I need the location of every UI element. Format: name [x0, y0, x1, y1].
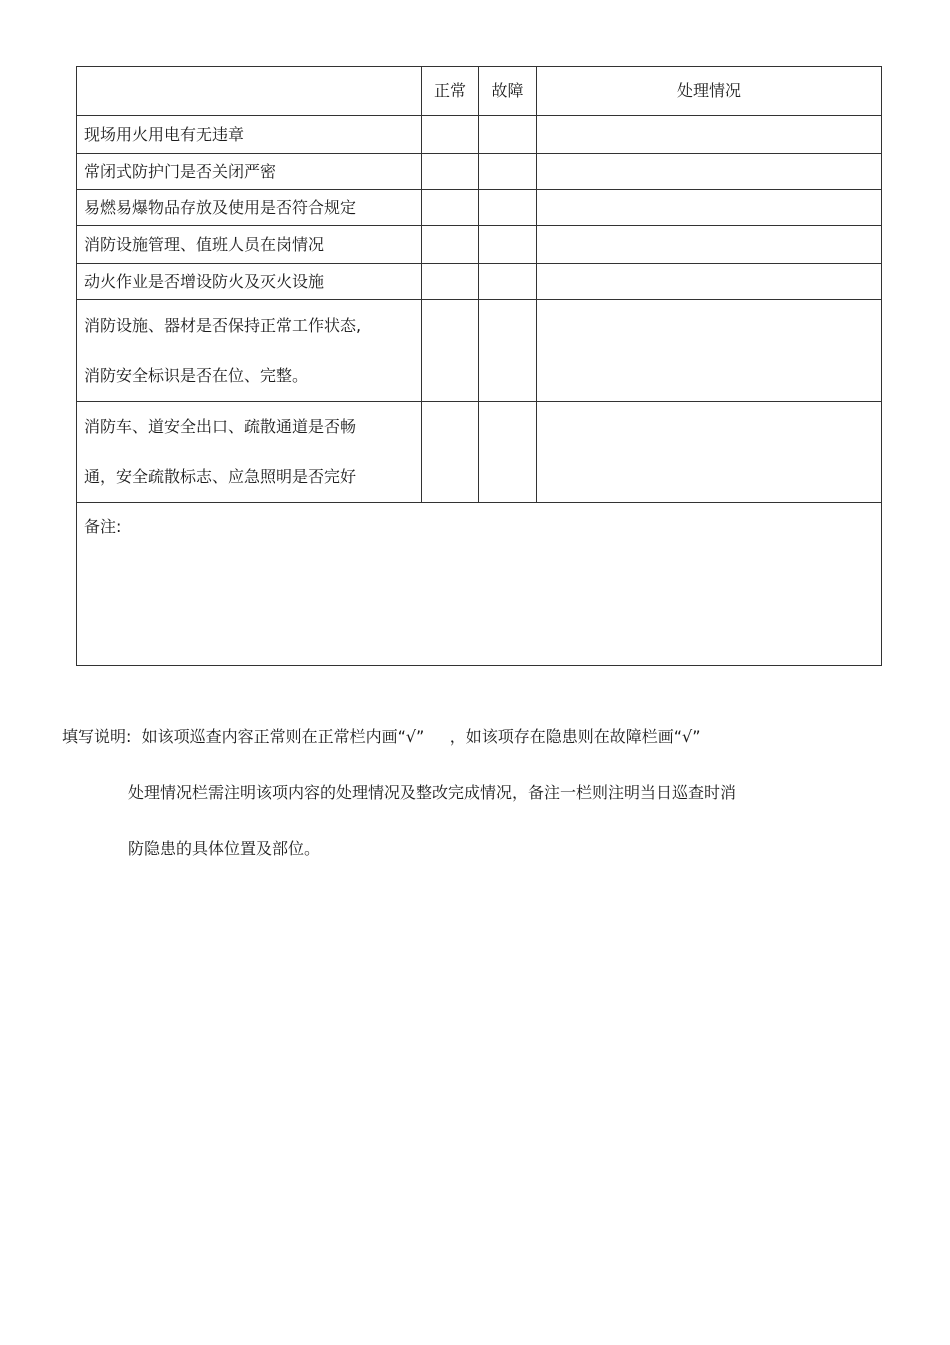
normal-cell[interactable] — [422, 116, 479, 154]
header-fault: 故障 — [479, 67, 537, 116]
inspection-table — [76, 66, 882, 666]
handling-cell[interactable] — [537, 190, 882, 226]
fault-cell[interactable] — [479, 154, 537, 190]
normal-cell[interactable] — [422, 300, 479, 402]
normal-cell[interactable] — [422, 264, 479, 300]
row-item: 现场用火用电有无违章 — [77, 116, 422, 154]
handling-cell[interactable] — [537, 264, 882, 300]
handling-cell[interactable] — [537, 154, 882, 190]
table-row — [77, 226, 882, 264]
handling-cell[interactable] — [537, 300, 882, 402]
handling-cell[interactable] — [537, 402, 882, 503]
table-header-row — [77, 67, 882, 116]
normal-cell[interactable] — [422, 190, 479, 226]
row-item: 易燃易爆物品存放及使用是否符合规定 — [77, 190, 422, 226]
header-item — [77, 67, 422, 116]
handling-cell[interactable] — [537, 226, 882, 264]
fault-cell[interactable] — [479, 402, 537, 503]
row-item-line: 消防安全标识是否在位、完整。 — [84, 365, 309, 385]
header-handling: 处理情况 — [537, 67, 882, 116]
row-item-line: 消防车、道安全出口、疏散通道是否畅 — [84, 417, 357, 436]
row-item: 消防设施管理、值班人员在岗情况 — [77, 226, 422, 264]
row-item — [77, 402, 422, 503]
header-normal: 正常 — [422, 67, 479, 116]
normal-cell[interactable] — [422, 402, 479, 503]
remarks-row — [77, 503, 882, 666]
fault-cell[interactable] — [479, 300, 537, 402]
fill-instructions — [62, 709, 882, 877]
table-row — [77, 300, 882, 402]
table-row — [77, 116, 882, 154]
row-item-line: 消防设施、器材是否保持正常工作状态, — [84, 315, 362, 335]
row-item — [77, 300, 422, 402]
row-item: 常闭式防护门是否关闭严密 — [77, 154, 422, 190]
table-row — [77, 190, 882, 226]
instructions-line: 填写说明: 如该项巡查内容正常则在正常栏内画“√” ，如该项存在隐患则在故障栏画“√” — [62, 727, 701, 746]
normal-cell[interactable] — [422, 154, 479, 190]
table-row — [77, 402, 882, 503]
row-item: 动火作业是否增设防火及灭火设施 — [77, 264, 422, 300]
fault-cell[interactable] — [479, 190, 537, 226]
normal-cell[interactable] — [422, 226, 479, 264]
fault-cell[interactable] — [479, 226, 537, 264]
handling-cell[interactable] — [537, 116, 882, 154]
instructions-line: 处理情况栏需注明该项内容的处理情况及整改完成情况，备注一栏则注明当日巡查时消 — [128, 783, 737, 802]
remarks-cell[interactable] — [77, 503, 882, 666]
fault-cell[interactable] — [479, 116, 537, 154]
fault-cell[interactable] — [479, 264, 537, 300]
table-row — [77, 264, 882, 300]
table-row — [77, 154, 882, 190]
remarks-label: 备注: — [84, 517, 122, 536]
instructions-line: 防隐患的具体位置及部位。 — [128, 839, 321, 858]
row-item-line: 通，安全疏散标志、应急照明是否完好 — [84, 467, 357, 486]
